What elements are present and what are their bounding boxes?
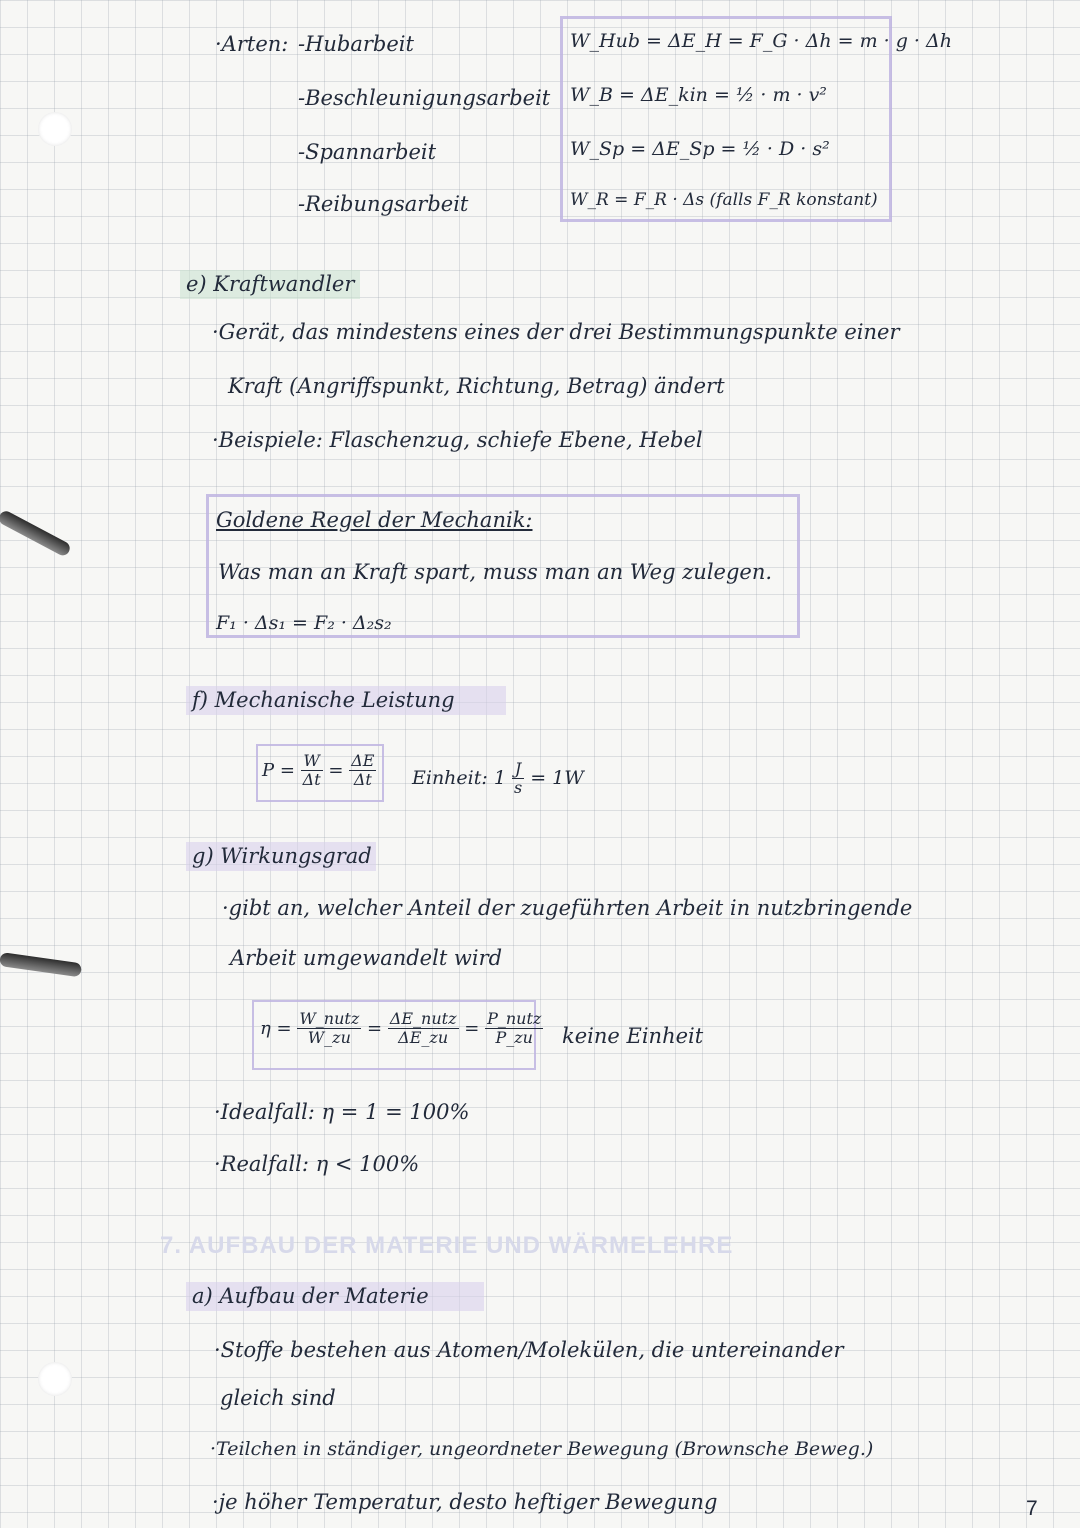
kraftwandler-text: Kraft (Angriffspunkt, Richtung, Betrag) ändert (228, 374, 725, 398)
wirkungsgrad-formula: η = $\frac{\text{W\_nutz}}{W\_zu}$ = $\frac{\text{ΔE\_nutz}}{\Delta E\_zu}$ = $\frac{\text{P\_nutz}}{P\_zu}$ (260, 1009, 542, 1048)
binder-clip (0, 952, 82, 977)
materie-text: ·Stoffe bestehen aus Atomen/Molekülen, die untereinander (214, 1338, 844, 1362)
formula-beschleunigungsarbeit: W_B = ΔE_kin = ½ · m · v² (570, 84, 827, 106)
formula-spannarbeit: W_Sp = ΔE_Sp = ½ · D · s² (570, 138, 830, 160)
formula-reibungsarbeit: W_R = F_R · Δs (falls F_R konstant) (570, 190, 878, 210)
section-7-heading: 7. AUFBAU DER MATERIE UND WÄRMELEHRE (160, 1232, 734, 1259)
arten-label: ·Arten: (215, 32, 289, 56)
arten-item: -Hubarbeit (298, 32, 414, 56)
arten-item: -Spannarbeit (298, 140, 437, 164)
wirkungsgrad-text: ·gibt an, welcher Anteil der zugeführten Arbeit in nutzbringende (222, 896, 913, 920)
arten-item: -Beschleunigungsarbeit (298, 86, 551, 110)
kraftwandler-heading: e) Kraftwandler (180, 270, 360, 299)
leistung-fraction-e: $\frac{\Delta E}{\Delta t}$ (351, 751, 375, 790)
leistung-heading: f) Mechanische Leistung (186, 686, 506, 715)
wirkungsgrad-realfall: ·Realfall: η < 100% (214, 1152, 420, 1176)
arten-item: -Reibungsarbeit (298, 192, 469, 216)
materie-text: ·je höher Temperatur, desto heftiger Bewegung (212, 1490, 718, 1514)
goldene-regel-title: Goldene Regel der Mechanik: (216, 508, 533, 532)
page-number: 7 (1026, 1497, 1038, 1520)
wirkungsgrad-einheit: keine Einheit (562, 1024, 704, 1048)
materie-text: ·Teilchen in ständiger, ungeordneter Bewegung (Brownsche Beweg.) (210, 1438, 874, 1460)
leistung-fraction-w: $\frac{W}{\Delta t}$ (302, 751, 321, 790)
leistung-einheit: Einheit: 1 $\frac{J}{s}$ = 1W (412, 759, 584, 798)
aufbau-materie-heading: a) Aufbau der Materie (186, 1282, 484, 1311)
wirkungsgrad-text: Arbeit umgewandelt wird (230, 946, 503, 970)
goldene-regel-text: Was man an Kraft spart, muss man an Weg zulegen. (218, 560, 773, 584)
binder-hole (38, 1362, 72, 1396)
wirkungsgrad-heading: g) Wirkungsgrad (186, 842, 376, 871)
goldene-regel-formula: F₁ · Δs₁ = F₂ · Δ₂s₂ (216, 612, 392, 634)
binder-hole (38, 112, 72, 146)
formula-hubarbeit: W_Hub = ΔE_H = F_G · Δh = m · g · Δh (570, 30, 952, 52)
leistung-formula: P = $\frac{W}{\Delta t}$ = $\frac{\Delta E}{\Delta t}$ (262, 751, 375, 790)
kraftwandler-text: ·Gerät, das mindestens eines der drei Bestimmungspunkte einer (212, 320, 900, 344)
materie-text: gleich sind (220, 1386, 336, 1410)
binder-clip (0, 509, 72, 558)
wirkungsgrad-idealfall: ·Idealfall: η = 1 = 100% (214, 1100, 470, 1124)
kraftwandler-text: ·Beispiele: Flaschenzug, schiefe Ebene, Hebel (212, 428, 703, 452)
